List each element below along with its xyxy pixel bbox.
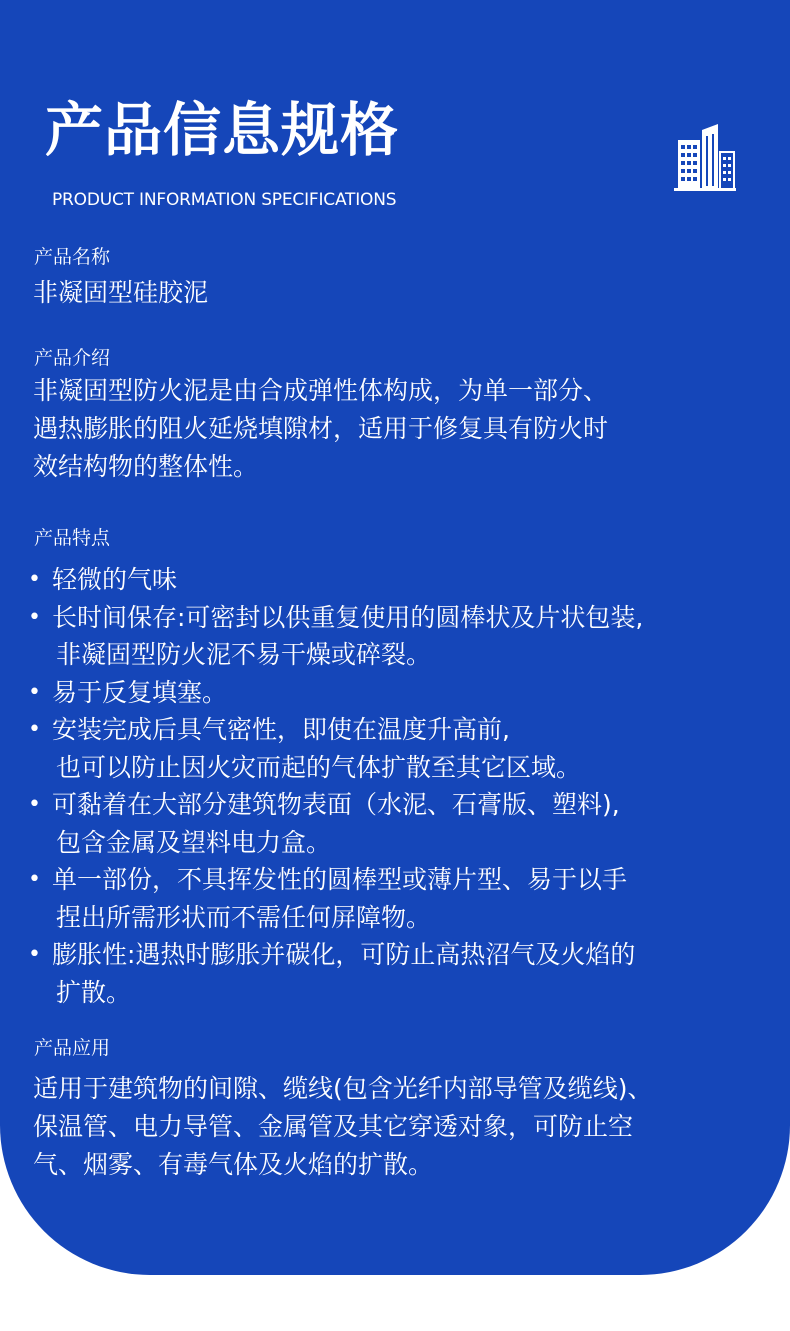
introduction-text — [33, 372, 608, 486]
page-title: 产品信息规格 — [45, 96, 400, 164]
building-icon — [672, 124, 738, 194]
page-subtitle: PRODUCT INFORMATION SPECIFICATIONS — [52, 190, 397, 210]
features-label: 产品特点 — [34, 527, 111, 549]
bullet-icon: • — [28, 567, 41, 592]
application-label: 产品应用 — [34, 1037, 111, 1059]
feature-item — [28, 936, 643, 1011]
feature-item — [28, 861, 643, 936]
bullet-icon: • — [28, 867, 41, 892]
bullet-icon: • — [28, 792, 41, 817]
feature-line: 长时间保存:可密封以供重复使用的圆棒状及片状包装, — [52, 602, 644, 632]
bullet-icon: • — [28, 717, 41, 742]
application-text — [33, 1070, 653, 1184]
feature-line: 膨胀性:遇热时膨胀并碳化，可防止高热沼气及火焰的 — [52, 940, 636, 969]
feature-line: 捏出所需形状而不需任何屏障物。 — [56, 902, 432, 932]
application-line: 气、烟雾、有毒气体及火焰的扩散。 — [33, 1150, 434, 1179]
introduction-line: 遇热膨胀的阻火延烧填隙材，适用于修复具有防火时 — [33, 414, 609, 443]
bullet-icon: • — [28, 942, 41, 967]
feature-line: 包含金属及望料电力盒。 — [56, 827, 332, 857]
product-name-label: 产品名称 — [34, 246, 111, 268]
introduction-line: 非凝固型防火泥是由合成弹性体构成，为单一部分、 — [33, 376, 609, 405]
feature-line: 安装完成后具气密性，即使在温度升高前, — [52, 715, 510, 744]
feature-item — [28, 674, 643, 712]
feature-line: 轻微的气味 — [52, 565, 178, 594]
feature-line: 非凝固型防火泥不易干燥或碎裂。 — [56, 640, 432, 669]
feature-line: 可黏着在大部分建筑物表面（水泥、石膏版、塑料), — [52, 790, 620, 819]
bullet-icon: • — [28, 679, 41, 705]
feature-line: 单一部份，不具挥发性的圆棒型或薄片型、易于以手 — [52, 865, 628, 894]
application-line: 保温管、电力导管、金属管及其它穿透对象，可防止空 — [33, 1112, 634, 1141]
product-name-value: 非凝固型硅胶泥 — [33, 278, 209, 307]
feature-item — [28, 561, 643, 599]
bullet-icon: • — [28, 604, 41, 630]
features-list — [28, 561, 643, 1011]
introduction-line: 效结构物的整体性。 — [33, 452, 259, 481]
feature-item — [28, 711, 643, 786]
feature-item — [28, 786, 643, 861]
application-line: 适用于建筑物的间隙、缆线(包含光纤内部导管及缆线)、 — [33, 1074, 653, 1103]
feature-item — [28, 599, 643, 674]
feature-line: 也可以防止因火灾而起的气体扩散至其它区域。 — [56, 752, 582, 782]
introduction-label: 产品介绍 — [34, 347, 111, 369]
feature-line: 扩散。 — [56, 977, 132, 1007]
feature-line: 易于反复填塞。 — [52, 677, 228, 707]
